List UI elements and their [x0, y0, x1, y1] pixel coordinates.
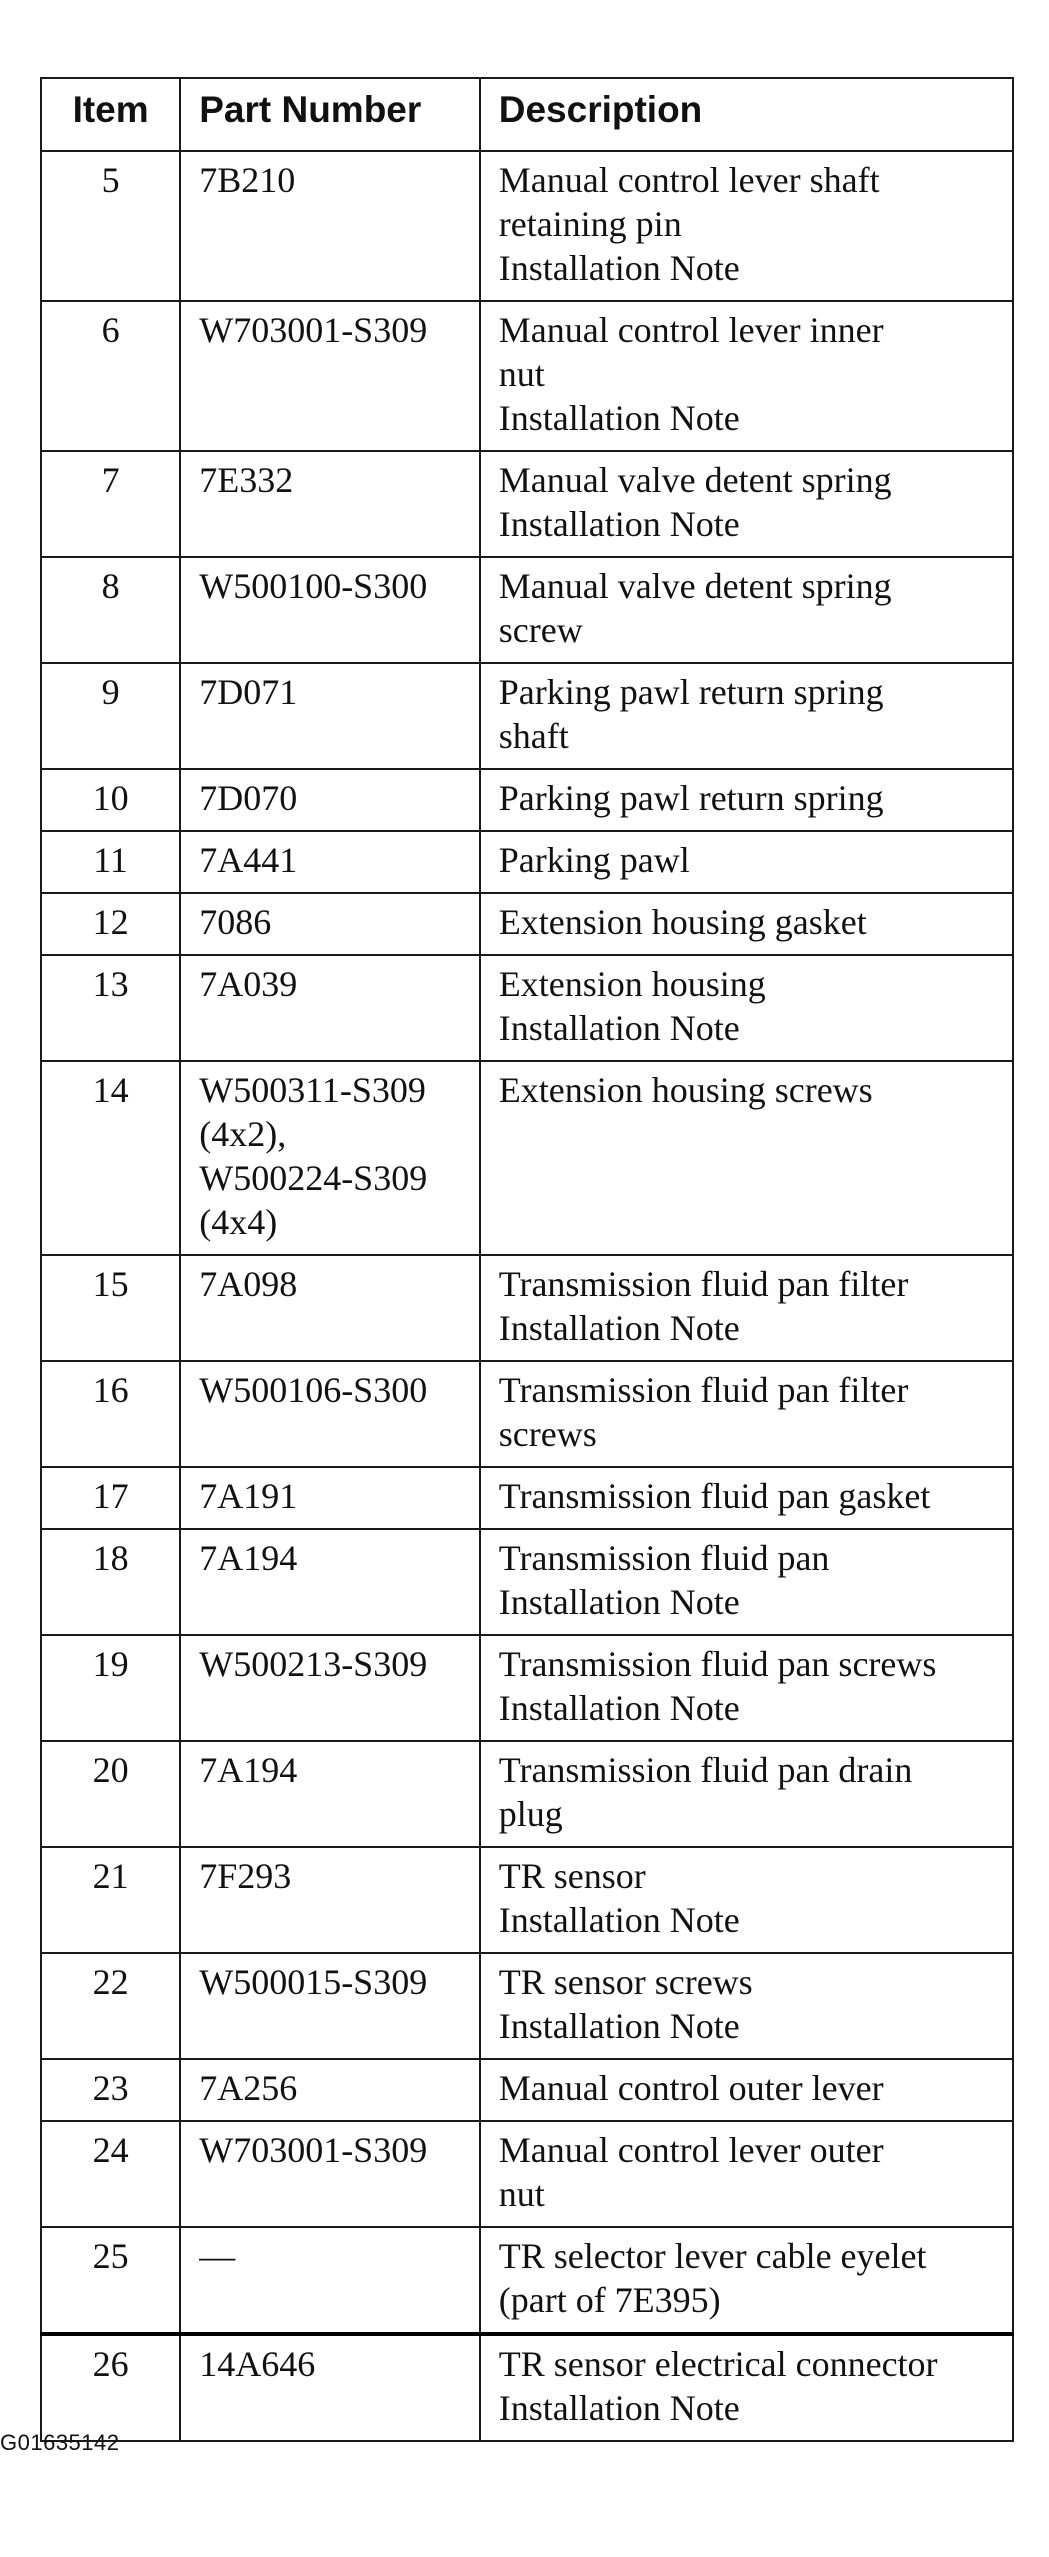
- table-row: [41, 2227, 1013, 2334]
- description-line: Manual control lever outer: [498, 2130, 884, 2170]
- description-line: Parking pawl: [498, 840, 690, 880]
- item-number: 11: [41, 831, 180, 893]
- description-line: Manual valve detent spring: [498, 566, 892, 606]
- table-row: [41, 1061, 1013, 1255]
- part-number: W703001-S309: [199, 2130, 428, 2170]
- parts-table: [40, 77, 1014, 2442]
- item-number: 5: [41, 151, 180, 301]
- table-row: [41, 1361, 1013, 1467]
- description-line: screws: [498, 1414, 597, 1454]
- item-number: 7: [41, 451, 180, 557]
- description-line: Manual control outer lever: [498, 2068, 884, 2108]
- table-header-row: [41, 78, 1013, 151]
- item-number: 23: [41, 2059, 180, 2121]
- description-line: Installation Note: [498, 1900, 740, 1940]
- description-line: Installation Note: [498, 1688, 740, 1728]
- part-number-cell: [180, 831, 480, 893]
- table-row: [41, 1741, 1013, 1847]
- table-row: [41, 2121, 1013, 2227]
- table-row: [41, 1635, 1013, 1741]
- item-number: 13: [41, 955, 180, 1061]
- description-cell: [480, 769, 1013, 831]
- part-number: 14A646: [199, 2344, 316, 2384]
- part-number-cell: [180, 955, 480, 1061]
- description-cell: [480, 2059, 1013, 2121]
- table-row: [41, 1255, 1013, 1361]
- table-row: [41, 831, 1013, 893]
- description-line: TR sensor electrical connector: [498, 2344, 938, 2384]
- description-cell: [480, 557, 1013, 663]
- part-number-cell: [180, 557, 480, 663]
- description-cell: [480, 1361, 1013, 1467]
- part-number: 7086: [199, 902, 272, 942]
- description-line: Transmission fluid pan drain: [498, 1750, 913, 1790]
- parts-table-body: [41, 151, 1013, 2441]
- description-line: TR sensor screws: [498, 1962, 753, 2002]
- part-number: (4x2),: [199, 1114, 287, 1154]
- part-number-cell: [180, 301, 480, 451]
- description-cell: [480, 1953, 1013, 2059]
- description-line: Parking pawl return spring: [498, 778, 884, 818]
- description-cell: [480, 1529, 1013, 1635]
- item-number: 20: [41, 1741, 180, 1847]
- description-cell: [480, 1635, 1013, 1741]
- table-row: [41, 2059, 1013, 2121]
- description-cell: [480, 2334, 1013, 2441]
- description-cell: [480, 2227, 1013, 2334]
- description-line: Installation Note: [498, 504, 740, 544]
- part-number: W500015-S309: [199, 1962, 428, 2002]
- part-number-cell: [180, 2227, 480, 2334]
- description-line: Manual control lever inner: [498, 310, 884, 350]
- part-number-cell: [180, 1061, 480, 1255]
- item-number: 19: [41, 1635, 180, 1741]
- description-line: Installation Note: [498, 248, 740, 288]
- item-number: 14: [41, 1061, 180, 1255]
- description-line: Transmission fluid pan screws: [498, 1644, 937, 1684]
- description-line: Installation Note: [498, 2006, 740, 2046]
- description-line: TR selector lever cable eyelet: [498, 2236, 927, 2276]
- part-number-cell: [180, 1847, 480, 1953]
- description-line: shaft: [498, 716, 569, 756]
- item-number: 15: [41, 1255, 180, 1361]
- part-number: 7A194: [199, 1538, 298, 1578]
- header-part-number: Part Number: [180, 78, 480, 151]
- item-number: 25: [41, 2227, 180, 2334]
- item-number: 9: [41, 663, 180, 769]
- table-row: [41, 1529, 1013, 1635]
- description-line: Extension housing: [498, 964, 766, 1004]
- description-line: Installation Note: [498, 1308, 740, 1348]
- table-row: [41, 663, 1013, 769]
- part-number: 7A256: [199, 2068, 298, 2108]
- item-number: 16: [41, 1361, 180, 1467]
- description-line: Manual valve detent spring: [498, 460, 892, 500]
- part-number: 7A098: [199, 1264, 298, 1304]
- table-row: [41, 301, 1013, 451]
- part-number: W500311-S309: [199, 1070, 426, 1110]
- description-line: (part of 7E395): [498, 2280, 721, 2320]
- part-number-cell: [180, 2059, 480, 2121]
- part-number-cell: [180, 451, 480, 557]
- part-number-cell: [180, 663, 480, 769]
- table-row: [41, 151, 1013, 301]
- item-number: 26: [41, 2334, 180, 2441]
- description-cell: [480, 1467, 1013, 1529]
- description-cell: [480, 301, 1013, 451]
- header-description: Description: [480, 78, 1013, 151]
- part-number-cell: [180, 1467, 480, 1529]
- part-number: W500213-S309: [199, 1644, 428, 1684]
- part-number: W500100-S300: [199, 566, 428, 606]
- part-number: 7A191: [199, 1476, 298, 1516]
- description-cell: [480, 2121, 1013, 2227]
- description-line: Transmission fluid pan filter: [498, 1264, 909, 1304]
- description-line: screw: [498, 610, 583, 650]
- part-number-cell: [180, 1635, 480, 1741]
- item-number: 21: [41, 1847, 180, 1953]
- part-number: 7E332: [199, 460, 294, 500]
- table-row: [41, 557, 1013, 663]
- table-row: [41, 451, 1013, 557]
- description-line: plug: [498, 1794, 563, 1834]
- table-row: [41, 1953, 1013, 2059]
- item-number: 24: [41, 2121, 180, 2227]
- part-number-cell: [180, 151, 480, 301]
- part-number-cell: [180, 2334, 480, 2441]
- table-row: [41, 1467, 1013, 1529]
- part-number-cell: [180, 1529, 480, 1635]
- item-number: 18: [41, 1529, 180, 1635]
- description-cell: [480, 1255, 1013, 1361]
- part-number: 7D070: [199, 778, 298, 818]
- part-number: —: [199, 2236, 236, 2276]
- description-line: Manual control lever shaft: [498, 160, 880, 200]
- part-number: (4x4): [199, 1202, 278, 1242]
- part-number-cell: [180, 1953, 480, 2059]
- part-number: W500224-S309: [199, 1158, 428, 1198]
- description-line: Extension housing screws: [498, 1070, 873, 1110]
- table-row: [41, 2334, 1013, 2441]
- description-line: Installation Note: [498, 1008, 740, 1048]
- part-number-cell: [180, 1361, 480, 1467]
- part-number: 7A194: [199, 1750, 298, 1790]
- description-line: Installation Note: [498, 2388, 740, 2428]
- figure-id: G01635142: [0, 2430, 120, 2455]
- description-cell: [480, 663, 1013, 769]
- description-cell: [480, 955, 1013, 1061]
- description-cell: [480, 1061, 1013, 1255]
- item-number: 10: [41, 769, 180, 831]
- description-cell: [480, 451, 1013, 557]
- description-cell: [480, 1847, 1013, 1953]
- description-line: Transmission fluid pan gasket: [498, 1476, 931, 1516]
- part-number-cell: [180, 1255, 480, 1361]
- part-number-cell: [180, 2121, 480, 2227]
- part-number: W500106-S300: [199, 1370, 428, 1410]
- table-row: [41, 769, 1013, 831]
- table-row: [41, 1847, 1013, 1953]
- description-line: Installation Note: [498, 398, 740, 438]
- part-number: 7A441: [199, 840, 298, 880]
- description-cell: [480, 151, 1013, 301]
- header-item: Item: [41, 78, 180, 151]
- table-row: [41, 955, 1013, 1061]
- description-line: nut: [498, 354, 545, 394]
- description-line: retaining pin: [498, 204, 682, 244]
- table-row: [41, 893, 1013, 955]
- part-number: 7A039: [199, 964, 298, 1004]
- part-number: 7D071: [199, 672, 298, 712]
- part-number-cell: [180, 1741, 480, 1847]
- part-number: 7B210: [199, 160, 296, 200]
- description-cell: [480, 831, 1013, 893]
- item-number: 8: [41, 557, 180, 663]
- description-line: Installation Note: [498, 1582, 740, 1622]
- part-number: W703001-S309: [199, 310, 428, 350]
- description-line: TR sensor: [498, 1856, 646, 1896]
- description-line: Transmission fluid pan filter: [498, 1370, 909, 1410]
- description-line: nut: [498, 2174, 545, 2214]
- item-number: 6: [41, 301, 180, 451]
- part-number-cell: [180, 893, 480, 955]
- description-line: Transmission fluid pan: [498, 1538, 830, 1578]
- item-number: 22: [41, 1953, 180, 2059]
- description-cell: [480, 1741, 1013, 1847]
- description-cell: [480, 893, 1013, 955]
- part-number-cell: [180, 769, 480, 831]
- description-line: Parking pawl return spring: [498, 672, 884, 712]
- description-line: Extension housing gasket: [498, 902, 867, 942]
- part-number: 7F293: [199, 1856, 292, 1896]
- item-number: 17: [41, 1467, 180, 1529]
- item-number: 12: [41, 893, 180, 955]
